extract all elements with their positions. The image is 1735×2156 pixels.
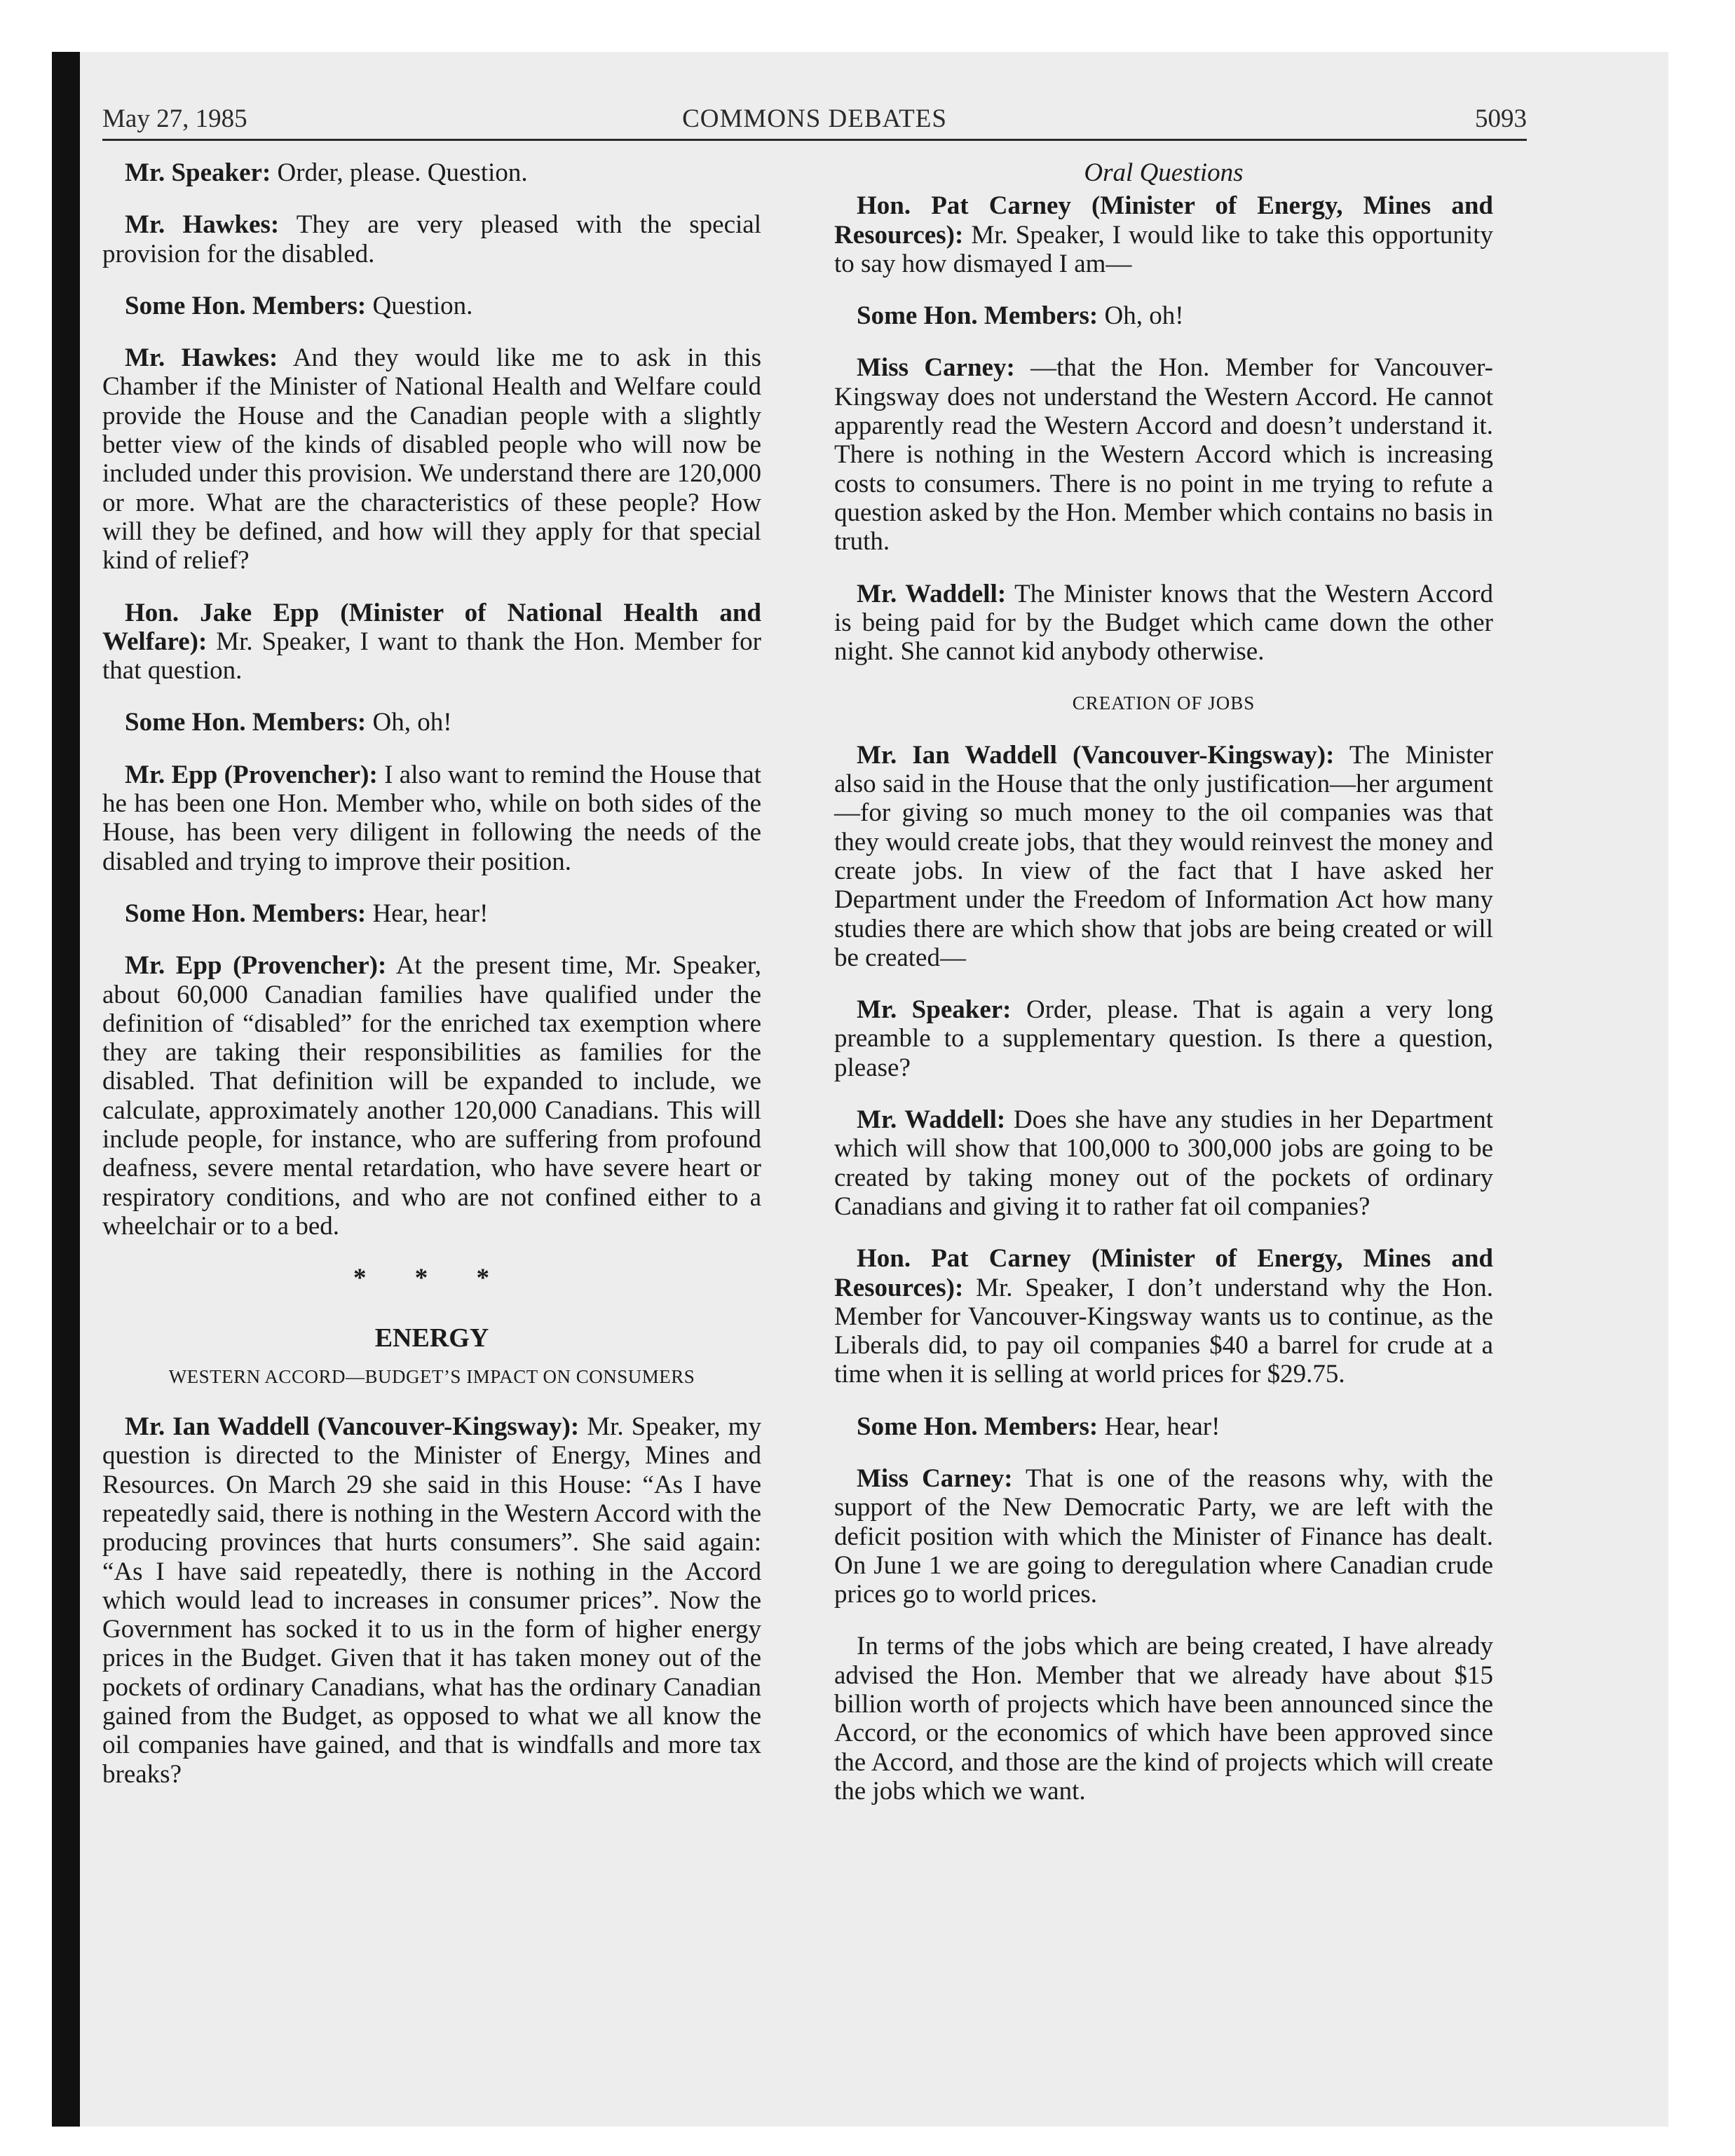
- header-title: COMMONS DEBATES: [682, 104, 947, 133]
- page-header: [102, 104, 1527, 135]
- speaker-name: Some Hon. Members:: [857, 1412, 1098, 1441]
- speaker-name: Some Hon. Members:: [125, 899, 367, 928]
- speech-text: Mr. Speaker, I don’t understand why the Hon. Member for Vancouver-Kingsway wants us to continue, as the Liberals did, to pay oil companies $40 a barrel for crude at a time when it is selling at world prices for $29.75.: [834, 1273, 1493, 1389]
- section-title: ENERGY: [374, 1323, 489, 1353]
- speech-text: That is one of the reasons why, with the support of the New Democratic Party, we are left with the deficit position with which the Minister of Finance has dealt. On June 1 we are going to deregulation where Canadian crude prices go to world prices.: [834, 1464, 1493, 1609]
- header-rule: [102, 139, 1527, 141]
- section-subtitle: WESTERN ACCORD—BUDGET’S IMPACT ON CONSUMERS: [168, 1365, 695, 1387]
- speaker-name: Some Hon. Members:: [125, 291, 367, 320]
- running-heading: Oral Questions: [1084, 158, 1244, 187]
- speaker-name: Hon. Pat Carney (Minister of Energy, Mines and Resources):: [834, 191, 1493, 250]
- speech-text: At the present time, Mr. Speaker, about 60,000 Canadian families have qualified under the definition of “disabled” for the enriched tax exemption where they are taking their responsibilities as families for the disabled. That definition will be expanded to include, we calculate, approximately another 120,000 Canadians. This will include people, for instance, who are suffering from profound deafness, severe mental retardation, who have severe heart or respiratory conditions, and who are not confined either to a wheelchair or to a bed.: [102, 951, 761, 1241]
- speech-text: Mr. Speaker, I would like to take this opportunity to say how dismayed I am—: [834, 220, 1493, 278]
- speaker-name: Mr. Epp (Provencher):: [125, 951, 387, 981]
- speech-text: Hear, hear!: [1098, 1412, 1220, 1441]
- speech-paragraph: [834, 1244, 1493, 1389]
- speech-paragraph: [834, 1464, 1493, 1609]
- speaker-name: Hon. Pat Carney (Minister of Energy, Mines and Resources):: [834, 1244, 1493, 1302]
- section-separator: * * *: [353, 1264, 510, 1293]
- speech-text: Oh, oh!: [1098, 301, 1184, 331]
- speech-paragraph: [102, 292, 761, 320]
- header-page-number: 5093: [1475, 104, 1527, 133]
- speech-paragraph: [102, 210, 761, 268]
- speech-paragraph: [102, 899, 761, 928]
- speech-paragraph: [834, 741, 1493, 972]
- speech-text: Question.: [366, 291, 473, 320]
- speech-text: In terms of the jobs which are being created, I have already advised the Hon. Member that we already have about $15 billion worth of projects which have been announced since the Accord, or the economics of which have been approved since the Accord, and those are the kind of projects which will create the jobs which we want.: [834, 1632, 1493, 1806]
- speech-text: —that the Hon. Member for Vancouver-Kingsway does not understand the Western Accord. He cannot apparently read the Western Accord and doesn’t understand it. There is nothing in the Western Accord which is increasing costs to consumers. There is no point in me trying to refute a question asked by the Hon. Member which contains no basis in truth.: [834, 353, 1494, 557]
- speech-text: Oh, oh!: [366, 708, 452, 737]
- speech-paragraph: [834, 353, 1493, 556]
- speaker-name: Mr. Epp (Provencher):: [125, 760, 378, 789]
- speech-paragraph: [834, 191, 1493, 278]
- speech-paragraph: [834, 1412, 1493, 1441]
- speaker-name: Some Hon. Members:: [857, 301, 1098, 331]
- left-column: [102, 158, 761, 1812]
- speech-paragraph: [102, 951, 761, 1241]
- header-date: May 27, 1985: [102, 104, 247, 133]
- speech-paragraph: [102, 158, 761, 187]
- speaker-name: Mr. Ian Waddell (Vancouver-Kingsway):: [125, 1412, 580, 1442]
- speech-text: Mr. Speaker, I want to thank the Hon. Member for that question.: [102, 627, 761, 685]
- speech-text: They are very pleased with the special provision for the disabled.: [102, 210, 762, 268]
- speech-paragraph: [834, 1632, 1493, 1806]
- speech-paragraph: [102, 760, 761, 876]
- speaker-name: Mr. Speaker:: [125, 158, 271, 187]
- speech-text: Hear, hear!: [366, 899, 489, 928]
- speech-paragraph: [834, 301, 1493, 330]
- speech-paragraph: [834, 995, 1493, 1082]
- speech-paragraph: [834, 1105, 1493, 1221]
- speaker-name: Mr. Waddell:: [857, 579, 1007, 608]
- speaker-name: Mr. Waddell:: [857, 1105, 1006, 1135]
- speech-paragraph: [102, 599, 761, 685]
- speech-text: The Minister knows that the Western Accord is being paid for by the Budget which came down the other night. She cannot kid anybody otherwise.: [834, 579, 1493, 667]
- speech-paragraph: [102, 708, 761, 737]
- speech-paragraph: [102, 343, 761, 575]
- speech-text: Order, please. Question.: [271, 158, 528, 187]
- speech-text: Does she have any studies in her Department which will show that 100,000 to 300,000 jobs are going to be created by taking money out of the pockets of ordinary Canadians and giving it to rather fat oil companies?: [834, 1105, 1493, 1221]
- speech-text: The Minister also said in the House that the only justification—her argument—for giving so much money to the oil companies was that they would create jobs, that they would reinvest the money and create jobs. In view of the fact that I have asked her Department under the Freedom of Information Act how many studies there are which show that jobs are being created or will be created—: [834, 740, 1493, 972]
- speaker-name: Miss Carney:: [857, 1464, 1013, 1493]
- speech-paragraph: [834, 580, 1493, 667]
- speech-text: And they would like me to ask in this Chamber if the Minister of National Health and Welfare could provide the House and the Canadian people with a slightly better view of the kinds of disabled people who will now be included under this provision. We understand there are 120,000 or more. What are the characteristics of these people? How will they be defined, and how will they apply for that special kind of relief?: [102, 343, 762, 575]
- speaker-name: Mr. Hawkes:: [125, 210, 280, 240]
- speaker-name: Miss Carney:: [857, 353, 1015, 383]
- subsection-title: CREATION OF JOBS: [1072, 692, 1256, 714]
- scan-edge: [52, 52, 80, 2127]
- speaker-name: Mr. Ian Waddell (Vancouver-Kingsway):: [857, 740, 1335, 770]
- speech-text: Order, please. That is again a very long preamble to a supplementary question. Is there a question, please?: [834, 995, 1493, 1082]
- right-column: [834, 158, 1493, 1829]
- speaker-name: Hon. Jake Epp (Minister of National Health and Welfare):: [102, 598, 761, 656]
- speech-paragraph: [102, 1412, 761, 1789]
- speech-text: I also want to remind the House that he has been one Hon. Member who, while on both sides of the House, has been very diligent in following the needs of the disabled and trying to improve their position.: [102, 760, 761, 876]
- speaker-name: Some Hon. Members:: [125, 708, 367, 737]
- speaker-name: Mr. Speaker:: [857, 995, 1012, 1025]
- speaker-name: Mr. Hawkes:: [125, 343, 278, 373]
- speech-text: Mr. Speaker, my question is directed to the Minister of Energy, Mines and Resources. On March 29 she said in this House: “As I have repeatedly said, there is nothing in the Western Accord with the producing provinces that hurts consumers”. She said again: “As I have said repeatedly, there is nothing in the Accord which would lead to increases in consumer prices”. Now the Government has socked it to us in the form of higher energy prices in the Budget. Given that it has taken money out of the pockets of ordinary Canadians, what has the ordinary Canadian gained from the Budget, as opposed to what we all know the oil companies have gained, and that is windfalls and more tax breaks?: [102, 1412, 761, 1789]
